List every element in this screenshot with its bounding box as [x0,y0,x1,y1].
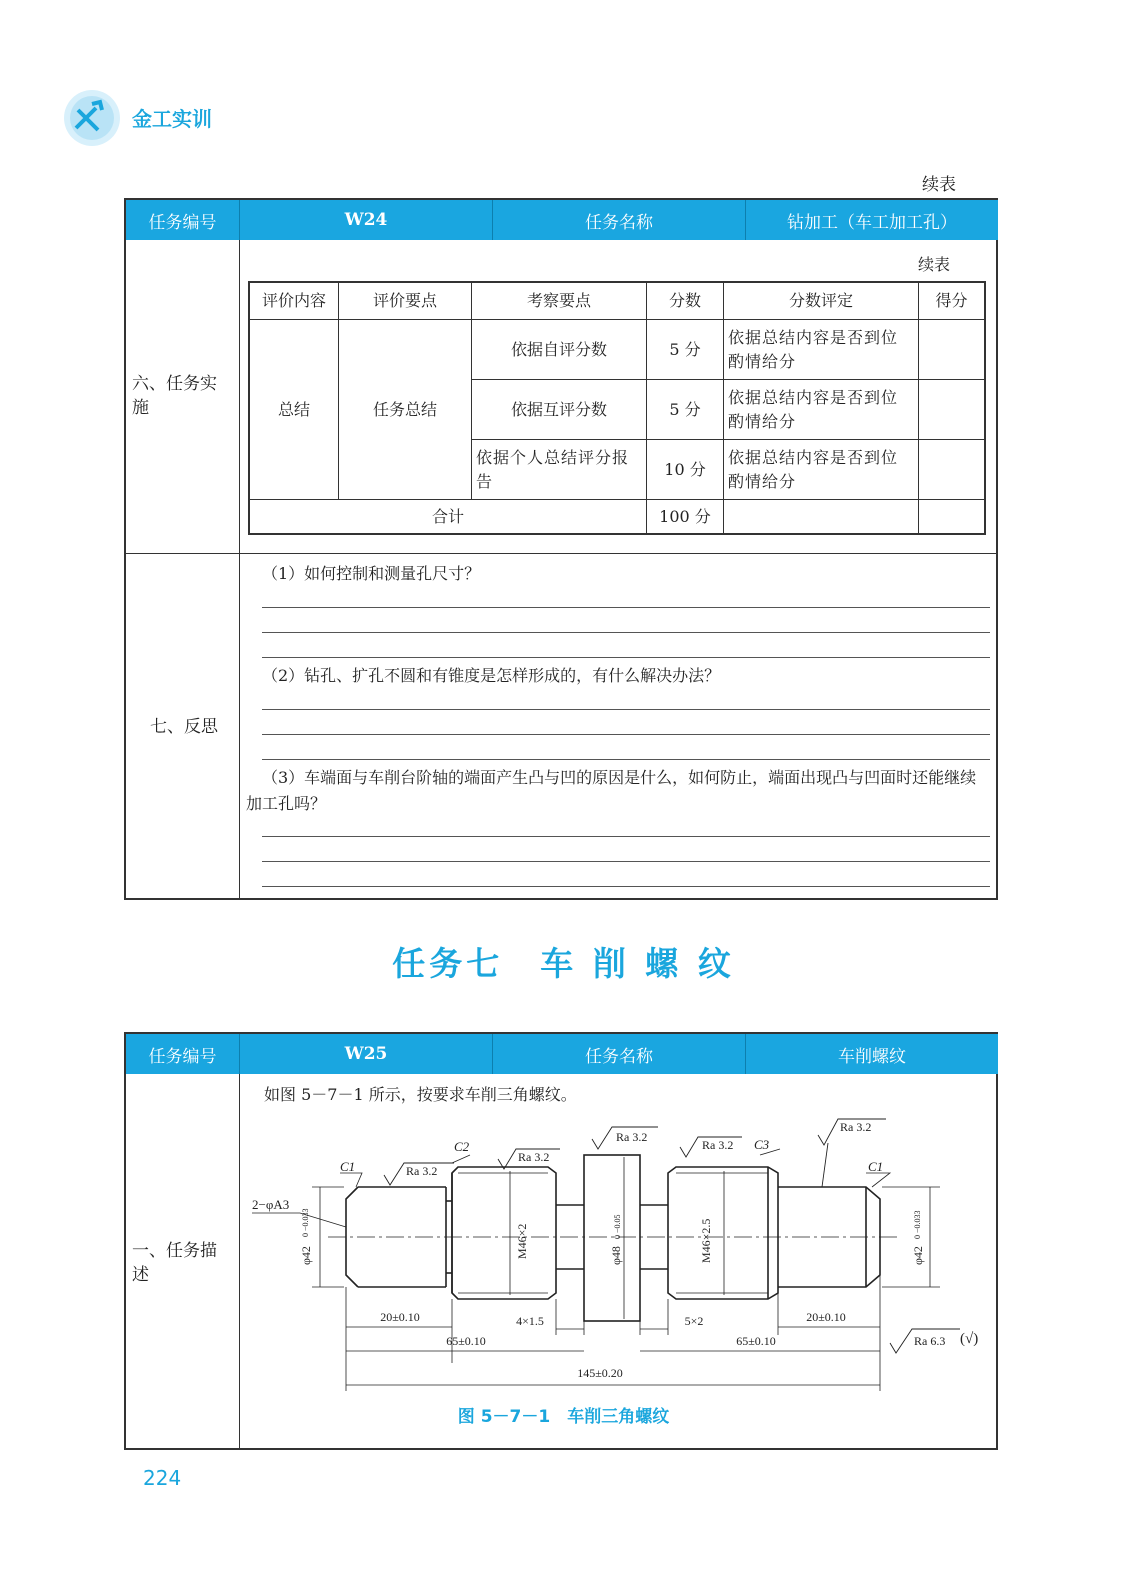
dim-len-20-right: 20±0.10 [806,1310,846,1324]
header-task-number-label: 任务编号 [126,1034,240,1074]
shaft-section-middle [584,1155,640,1321]
page-number: 224 [143,1466,182,1490]
answer-line[interactable] [262,709,990,710]
row-label-reflection: 七、反思 [150,717,218,737]
reflection-question-2: （2）钻孔、扩孔不圆和有锥度是怎样形成的，有什么解决办法？ [262,666,721,685]
ra-mark: Ra 3.2 [518,1150,550,1164]
eval-total-score: 100 分 [647,500,724,535]
answer-line[interactable] [262,657,990,658]
eval-got [919,380,986,440]
answer-line[interactable] [262,836,990,837]
eval-point: 任务总结 [339,320,472,500]
eval-header-point: 评价要点 [339,282,472,320]
shaft-section-thread2 [668,1167,778,1299]
answer-line[interactable] [262,861,990,862]
continued-label: 续表 [922,175,956,195]
eval-header-score: 分数 [647,282,724,320]
row-label-implementation: 六、任务实施 [132,374,217,418]
book-logo [62,88,122,148]
answer-line[interactable] [262,632,990,633]
header-task-number: W24 [240,200,493,240]
evaluation-table [248,281,986,535]
eval-content: 总结 [249,320,339,500]
answer-line[interactable] [262,759,990,760]
dim-dia-right: φ42 [911,1246,925,1265]
eval-rule: 依据总结内容是否到位酌情给分 [724,440,919,500]
answer-line[interactable] [262,886,990,887]
eval-score: 5 分 [647,380,724,440]
dim-len-65-left: 65±0.10 [446,1334,486,1348]
header-task-number-label: 任务编号 [126,200,240,240]
ra-mark: Ra 3.2 [840,1120,872,1134]
dim-len-total: 145±0.20 [577,1366,623,1380]
eval-check: 依据互评分数 [472,380,647,440]
chamfer-c3: C3 [754,1137,770,1152]
answer-line[interactable] [262,734,990,735]
eval-check: 依据个人总结评分报告 [472,440,647,500]
dim-len-65-right: 65±0.10 [736,1334,776,1348]
section-title: 任务七 车 削 螺 纹 [392,944,735,983]
eval-total-got [919,500,986,535]
eval-total-rule [724,500,919,535]
chamfer-c2: C2 [454,1139,470,1154]
ra-general-mark: (√) [960,1331,979,1347]
dim-groove2: 5×2 [684,1314,704,1328]
task-description: 如图 5－7－1 所示，按要求车削三角螺纹。 [264,1085,577,1104]
dim-dia-left: φ42 [299,1246,313,1265]
eval-check: 依据自评分数 [472,320,647,380]
ra-mark: Ra 3.2 [406,1164,438,1178]
dim-dia-mid-tol: 0 −0.05 [613,1214,622,1239]
inner-continued-label: 续表 [918,255,951,274]
dim-dia-right-tol: 0 −0.033 [913,1210,922,1239]
eval-rule: 依据总结内容是否到位酌情给分 [724,380,919,440]
shaft-drawing [240,1115,996,1400]
eval-header-rule: 分数评定 [724,282,919,320]
row-label-description: 一、任务描述 [132,1241,217,1285]
figure-caption: 图 5－7－1 车削三角螺纹 [457,1407,670,1427]
eval-total-label: 合计 [249,500,647,535]
reflection-question-3: （3）车端面与车削台阶轴的端面产生凸与凹的原因是什么，如何防止，端面出现凸与凹面时还能继续加工孔吗？ [246,768,977,813]
ra-mark: Ra 3.2 [616,1130,648,1144]
reflection-question-1: （1）如何控制和测量孔尺寸？ [262,564,481,583]
center-hole-label: 2−φA3 [252,1197,290,1212]
ra-mark: Ra 3.2 [702,1138,734,1152]
dim-thread1: M46×2 [515,1223,529,1259]
eval-header-got: 得分 [919,282,986,320]
header-task-number: W25 [240,1034,493,1074]
eval-header-content: 评价内容 [249,282,339,320]
header-task-name-label: 任务名称 [493,200,746,240]
eval-header-check: 考察要点 [472,282,647,320]
ra-general: Ra 6.3 [914,1334,946,1348]
eval-got [919,320,986,380]
eval-got [919,440,986,500]
header-task-name: 钻加工（车工加工孔） [746,200,998,240]
dim-dia-mid: φ48 [609,1246,623,1265]
eval-rule: 依据总结内容是否到位酌情给分 [724,320,919,380]
header-task-name-label: 任务名称 [493,1034,746,1074]
eval-score: 5 分 [647,320,724,380]
answer-line[interactable] [262,607,990,608]
eval-score: 10 分 [647,440,724,500]
dim-groove1: 4×1.5 [516,1314,544,1328]
shaft-section-thread1 [452,1167,556,1299]
chamfer-c1-right: C1 [868,1159,884,1174]
dim-thread2: M46×2.5 [699,1218,713,1263]
dim-len-20-left: 20±0.10 [380,1310,420,1324]
chamfer-c1-left: C1 [340,1159,356,1174]
header-task-name: 车削螺纹 [746,1034,998,1074]
dim-dia-left-tol: 0 −0.033 [301,1208,310,1237]
book-title: 金工实训 [132,107,212,131]
